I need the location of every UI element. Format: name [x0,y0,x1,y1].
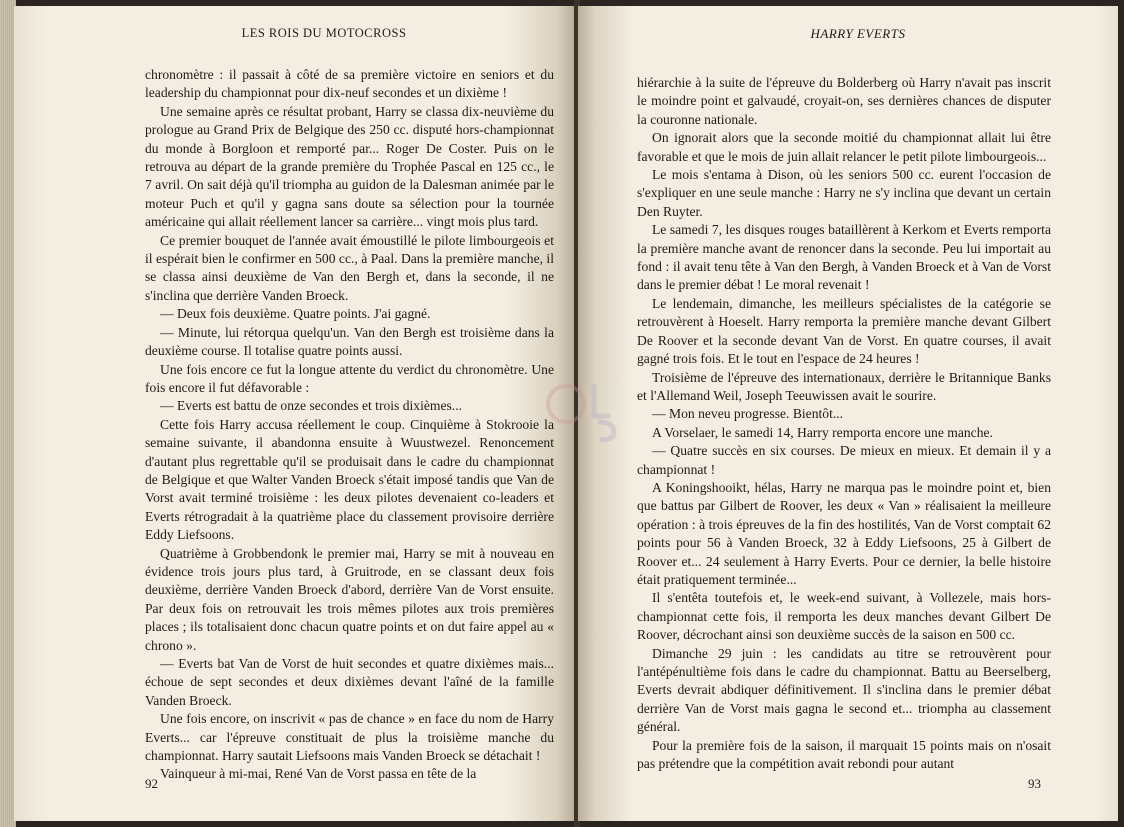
paragraph: — Everts est battu de onze secondes et trois dixièmes... [160,398,463,414]
paragraph: Il s'entêta toutefois et, le week-end suivant, à Vollezele, mais hors-championnat cette fois, il remporta les deux manches devant Gilbert De Roover, décrochant ainsi son deuxième succès de la saison en 500 cc. [637,590,1051,643]
paragraph: Une semaine après ce résultat probant, Harry se classa dix-neuvième du prologue au Grand Prix de Belgique des 250 cc. disputé hors-championnat du monde à Borgloon et remporté par... Roger De Coster. Puis on le retrouva au départ de la grande première du Trophée Pascal en 125 cc., le 7 avril. On sait déjà qu'il triompha au guidon de la Dalesman animée par le moteur Puch et qu'il y gagna sans doute sa sélection pour la tournée américaine qui allait réellement lancer sa carrière... vingt mois plus tard. [145,103,554,230]
paragraph: chronomètre : il passait à côté de sa première victoire en seniors et du leadership du championnat pour dix-neuf secondes et un dixième ! [145,67,554,101]
paragraph: Quatrième à Grobbendonk le premier mai, Harry se mit à nouveau en évidence trois jours plus tard, à Gruitrode, en se classant deux fois deuxième, derrière Vanden Broeck d'abord, derrière Van de Vorst ensuite. Par deux fois on retrouvait les trois mêmes pilotes aux trois premières places ; ils totalisaient donc chacun quatre points et on dut faire appel au « chrono ». [145,545,554,653]
paragraph: Pour la première fois de la saison, il marquait 15 points mais on n'osait pas prétendre que la compétition avait rebondi pour autant [637,737,1051,772]
right-page-text [637,74,1051,773]
right-page-number: 93 [1028,776,1041,791]
paragraph: Cette fois Harry accusa réellement le coup. Cinquième à Stokrooie la semaine suivante, il abandonna ensuite à Wuustwezel. Renoncement d'autant plus regrettable qu'il se produisait dans le cadre du championnat de Belgique et que Walter Vanden Broeck s'était imposé tandis que Van de Vorst avait terminé troisième : les deux pilotes devenaient co-leaders et Everts rétrogradait à la quatrième place du classement provisoire derrière Eddy Liefsoons. [145,416,554,543]
paragraph: Une fois encore ce fut la longue attente du verdict du chronomètre. Une fois encore il fut défavorable : [145,361,554,395]
left-page [14,6,574,821]
paragraph: — Quatre succès en six courses. De mieux en mieux. Et demain il y a championnat ! [637,443,1051,477]
left-page-number: 92 [145,776,158,791]
left-running-head: LES ROIS DU MOTOCROSS [241,26,407,40]
paragraph: Le mois s'entama à Dison, où les seniors 500 cc. eurent l'occasion de s'expliquer en une seule manche : Harry ne s'y inclina que devant un certain Den Ruyter. [637,167,1051,219]
paragraph: — Mon neveu progresse. Bientôt... [652,406,844,422]
right-running-head: HARRY EVERTS [810,26,906,41]
paragraph: Une fois encore, on inscrivit « pas de chance » en face du nom de Harry Everts... car l'épreuve constituait de plus la troisième manche du championnat. Harry sautait Liefsoons mais Vanden Broeck se détachait ! [145,711,554,764]
paragraph: Le samedi 7, les disques rouges bataillèrent à Kerkom et Everts remporta la première manche avant de renoncer dans la seconde. Peu lui importait au fond : il avait tenu tête à Van den Bergh, à Vanden Broeck et à Van de Vorst dans le premier débat ! Le moral revenait ! [637,222,1051,293]
paragraph: Ce premier bouquet de l'année avait émoustillé le pilote limbourgeois et il espérait bien le confirmer en 500 cc., à Paal. Dans la première manche, il se classa ainsi deuxième de Van den Bergh et, dans la seconde, il ne s'inclina que derrière Vanden Broeck. [145,232,554,303]
paragraph: — Deux fois deuxième. Quatre points. J'ai gagné. [160,306,431,322]
paragraph: A Koningshooikt, hélas, Harry ne marqua pas le moindre point et, bien que battus par Gilbert de Roover, les deux « Van » réalisaient la meilleure opération : à trois épreuves de la fin des hostilités, Van de Vorst comptait 62 points pour 56 à Vanden Broeck, 32 à Eddy Liefsoons, 25 à Gilbert de Roover et... 24 seulement à Harry Everts. Pour ce dernier, la belle histoire était pratiquement terminée... [637,479,1051,587]
paragraph: Le lendemain, dimanche, les meilleurs spécialistes de la catégorie se retrouvèrent à Hoeselt. Harry remporta la première manche devant Gilbert De Roover et la seconde devant Van de Vorst. En quatre courses, il avait gagné trois fois. Et le tout en l'espace de 24 heures ! [637,295,1051,367]
paragraph: — Minute, lui rétorqua quelqu'un. Van den Bergh est troisième dans la deuxième course. Il totalise quatre points aussi. [145,324,554,359]
paragraph: A Vorselaer, le samedi 14, Harry remporta encore une manche. [652,424,993,440]
left-page-text [145,66,554,784]
paragraph: hiérarchie à la suite de l'épreuve du Bolderberg où Harry n'avait pas inscrit le moindre point et galvaudé, croyait-on, ses dernières chances de disputer la couronne nationale. [637,75,1051,127]
paragraph: — Everts bat Van de Vorst de huit secondes et quatre dixièmes mais... échoue de sept secondes et deux dixièmes devant l'aîné de la famille Vanden Broeck. [145,656,554,708]
paragraph: Dimanche 29 juin : les candidats au titre se retrouvèrent pour l'antépénultième fois dans le cadre du championnat. Battu au Beerselberg, Everts devrait abdiquer définitivement. Il s'inclina dans le premier débat derrière Van de Vorst mais gagna le second et... triompha au classement général. [637,645,1051,735]
paragraph: Troisième de l'épreuve des internationaux, derrière le Britannique Banks et l'Allemand Weil, Joseph Teeuwissen avait le sourire. [637,369,1051,403]
right-page [578,6,1118,821]
paragraph: On ignorait alors que la seconde moitié du championnat allait lui être favorable et que le mois de juin allait relancer le petit pilote limbourgeois... [637,130,1051,164]
paragraph: Vainqueur à mi-mai, René Van de Vorst passa en tête de la [160,766,477,782]
